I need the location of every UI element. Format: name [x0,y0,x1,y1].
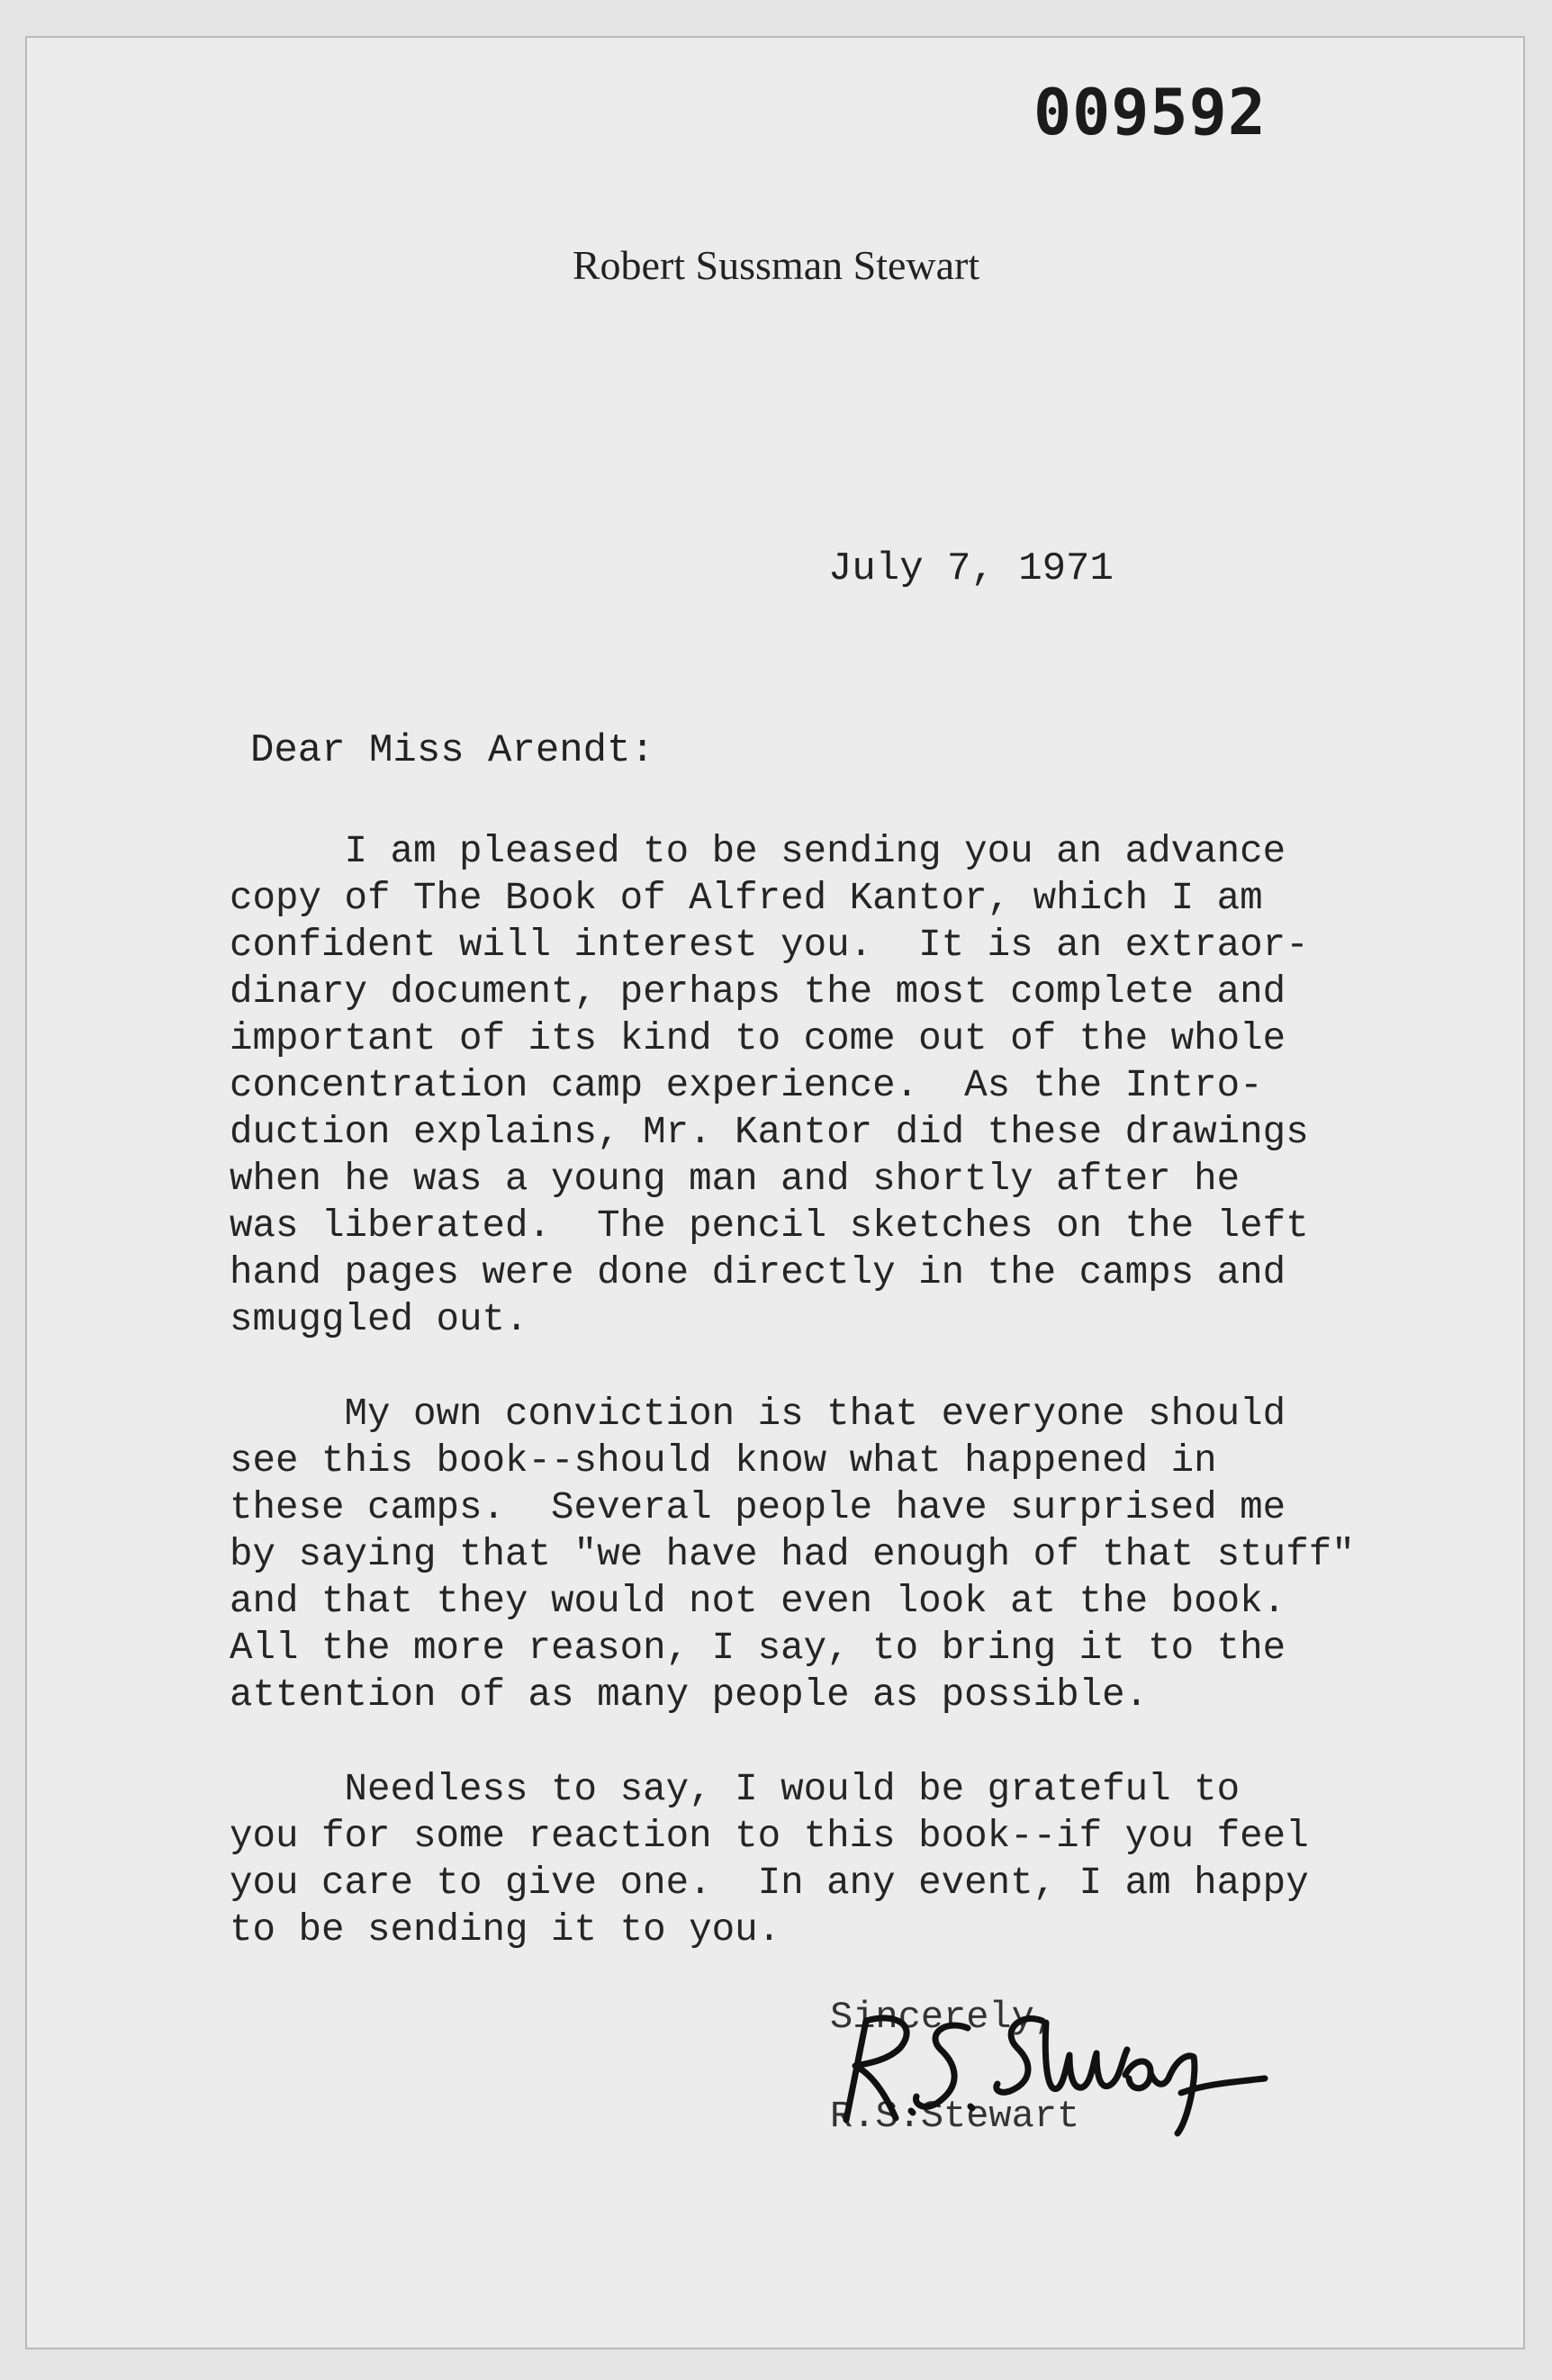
text-line: and that they would not even look at the book. [230,1580,1286,1623]
text-line: Needless to say, I would be grateful to [230,1768,1241,1811]
text-line: concentration camp experience. As the Intro- [230,1064,1263,1107]
text-line: My own conviction is that everyone should [230,1393,1286,1436]
text-line: was liberated. The pencil sketches on the left [230,1204,1309,1248]
text-line: you for some reaction to this book--if you feel [230,1815,1309,1858]
text-line: All the more reason, I say, to bring it to the [230,1627,1286,1670]
text-line: to be sending it to you. [230,1908,781,1952]
document-number: 009592 [1033,76,1267,149]
text-line: I am pleased to be sending you an advance [230,830,1286,873]
handwritten-signature [810,1985,1278,2138]
closing: Sincerely, [830,1996,1058,2039]
text-line: confident will interest you. It is an extraor- [230,924,1309,967]
letter-date: July 7, 1971 [828,546,1114,591]
letterhead: Robert Sussman Stewart [572,242,980,288]
body-paragraph-3 [230,1766,1346,1953]
text-line: attention of as many people as possible. [230,1673,1149,1717]
body-paragraph-1 [230,828,1346,1343]
body-paragraph-2 [230,1391,1355,1718]
text-line: when he was a young man and shortly after he [230,1158,1241,1201]
text-line: duction explains, Mr. Kantor did these drawings [230,1111,1309,1154]
text-line: by saying that "we have had enough of that stuff" [230,1533,1355,1576]
text-line: dinary document, perhaps the most complete and [230,970,1286,1014]
text-line: important of its kind to come out of the whole [230,1017,1286,1060]
typed-signature-name: R.S.Stewart [830,2095,1080,2138]
text-line: hand pages were done directly in the camps and [230,1251,1286,1294]
text-line: copy of The Book of Alfred Kantor, which I am [230,877,1263,920]
text-line: you care to give one. In any event, I am happy [230,1862,1309,1905]
text-line: smuggled out. [230,1298,528,1341]
text-line: see this book--should know what happened in [230,1439,1217,1483]
salutation: Dear Miss Arendt: [250,728,654,773]
text-line: these camps. Several people have surprised me [230,1486,1286,1529]
